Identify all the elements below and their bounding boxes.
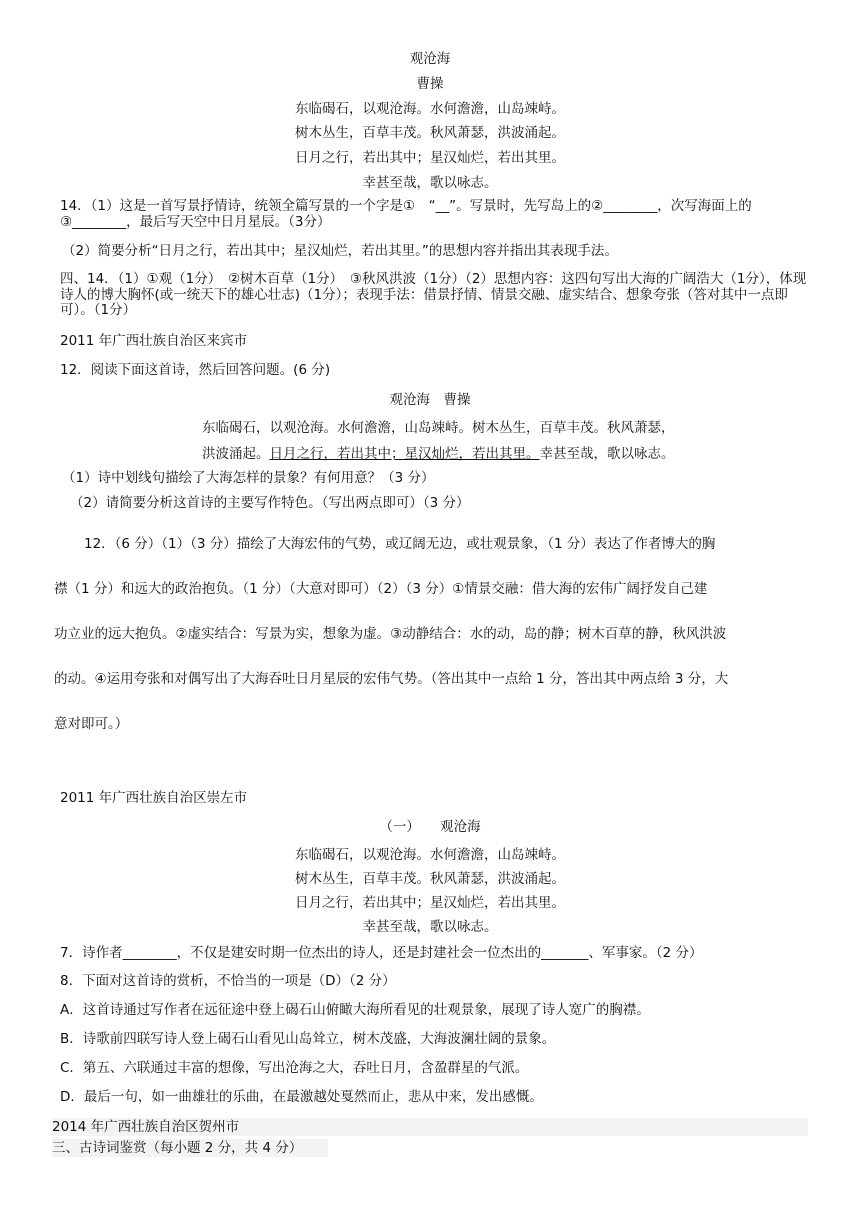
poem-line: 日月之行，若出其中；星汉灿烂，若出其里。	[295, 150, 565, 166]
poem-heading: 观沧海 曹操	[389, 392, 471, 408]
poem-line: 幸甚至哉，歌以咏志。	[362, 919, 498, 935]
option-d: D．最后一句，如一曲雄壮的乐曲，在最激越处戛然而止，悲从中来，发出感慨。	[60, 1089, 543, 1105]
question-7: 7．诗作者________，不仅是建安时期一位杰出的诗人，还是封建社会一位杰出的_______、军事家。（2 分）	[60, 945, 703, 961]
poem-line: 东临碣石，以观沧海。水何澹澹，山岛竦峙。树木丛生，百草丰茂。秋风萧瑟，	[202, 420, 675, 436]
answer-line: 意对即可。）	[54, 716, 129, 732]
answer-line: 的动。④运用夸张和对偶写出了大海吞吐日月星辰的宏伟气势。（答出其中一点给 1 分，答出其中两点给 3 分，大	[54, 671, 729, 687]
option-b: B．诗歌前四联写诗人登上碣石山看见山岛耸立，树木茂盛，大海波澜壮阔的景象。	[60, 1031, 556, 1047]
poem-line: 树木丛生，百草丰茂。秋风萧瑟，洪波涌起。	[295, 871, 565, 887]
question-14-part2: （2）简要分析“日月之行，若出其中；星汉灿烂，若出其里。”的思想内容并指出其表现手法。	[62, 243, 618, 259]
question-12-part2: （2）请简要分析这首诗的主要写作特色。（写出两点即可）（3 分）	[70, 495, 470, 511]
poem-segment: 幸甚至哉，歌以咏志。	[539, 446, 675, 462]
answer-line: 12．（6 分）（1）（3 分）描绘了大海宏伟的气势，或辽阔无边，或壮观景象，（1 分）表达了作者博大的胸	[84, 536, 716, 552]
source-label: 2014 年广西壮族自治区贺州市	[52, 1118, 808, 1136]
question-12-title: 12．阅读下面这首诗，然后回答问题。(6 分)	[60, 362, 331, 378]
source-label: 2011 年广西壮族自治区来宾市	[60, 333, 248, 349]
poem-line: 东临碣石，以观沧海。水何澹澹，山岛竦峙。	[295, 101, 565, 117]
option-c: C．第五、六联通过丰富的想像，写出沧海之大，吞吐日月，含盈群星的气派。	[60, 1060, 529, 1076]
poem-line-underlined	[202, 445, 675, 463]
option-a: A．这首诗通过写作者在远征途中登上碣石山俯瞰大海所看见的壮观景象，展现了诗人宽广的胸襟。	[60, 1002, 650, 1018]
answer-line: 功立业的远大抱负。②虚实结合：写景为实，想象为虚。③动静结合：水的动，岛的静；树木百草的静，秋风洪波	[54, 626, 727, 642]
poem-title: 观沧海	[409, 51, 451, 67]
poem-heading: （一） 观沧海	[379, 819, 481, 835]
question-8: 8．下面对这首诗的赏析，不恰当的一项是（D）（2 分）	[60, 973, 396, 989]
question-14: 14．（1）这是一首写景抒情诗，统领全篇写景的一个字是① “__”。写景时，先写岛上的②________，次写海面上的③________，最后写天空中日月星辰。（3分）	[60, 198, 752, 230]
poem-segment: 洪波涌起。	[202, 446, 270, 462]
poem-line: 树木丛生，百草丰茂。秋风萧瑟，洪波涌起。	[295, 125, 565, 141]
question-12-part1: （1）诗中划线句描绘了大海怎样的景象？有何用意？（3 分）	[62, 470, 435, 486]
section-heading: 三、古诗词鉴赏（每小题 2 分，共 4 分）	[52, 1139, 328, 1157]
poem-line: 幸甚至哉，歌以咏志。	[362, 175, 498, 191]
poem-line: 东临碣石，以观沧海。水何澹澹，山岛竦峙。	[295, 847, 565, 863]
source-label: 2011 年广西壮族自治区崇左市	[60, 790, 248, 806]
answer-line: 襟（1 分）和远大的政治抱负。（1 分）（大意对即可）（2）（3 分）①情景交融：借大海的宏伟广阔抒发自己建	[54, 581, 708, 597]
poem-line: 日月之行，若出其中；星汉灿烂，若出其里。	[295, 895, 565, 911]
answer-14: 四、14．（1）①观（1分） ②树木百草（1分） ③秋风洪波（1分）（2）思想内容：这四句写出大海的广阔浩大（1分），体现诗人的博大胸怀(或一统天下的雄心壮志)（1分）；表现手法：借景抒情、情景交融、虚实结合、想象夸张（答对其中一点即可）。（1分）	[60, 271, 807, 318]
underlined-sentence: 日月之行，若出其中；星汉灿烂，若出其里。	[269, 446, 540, 462]
poem-author: 曹操	[416, 76, 444, 92]
